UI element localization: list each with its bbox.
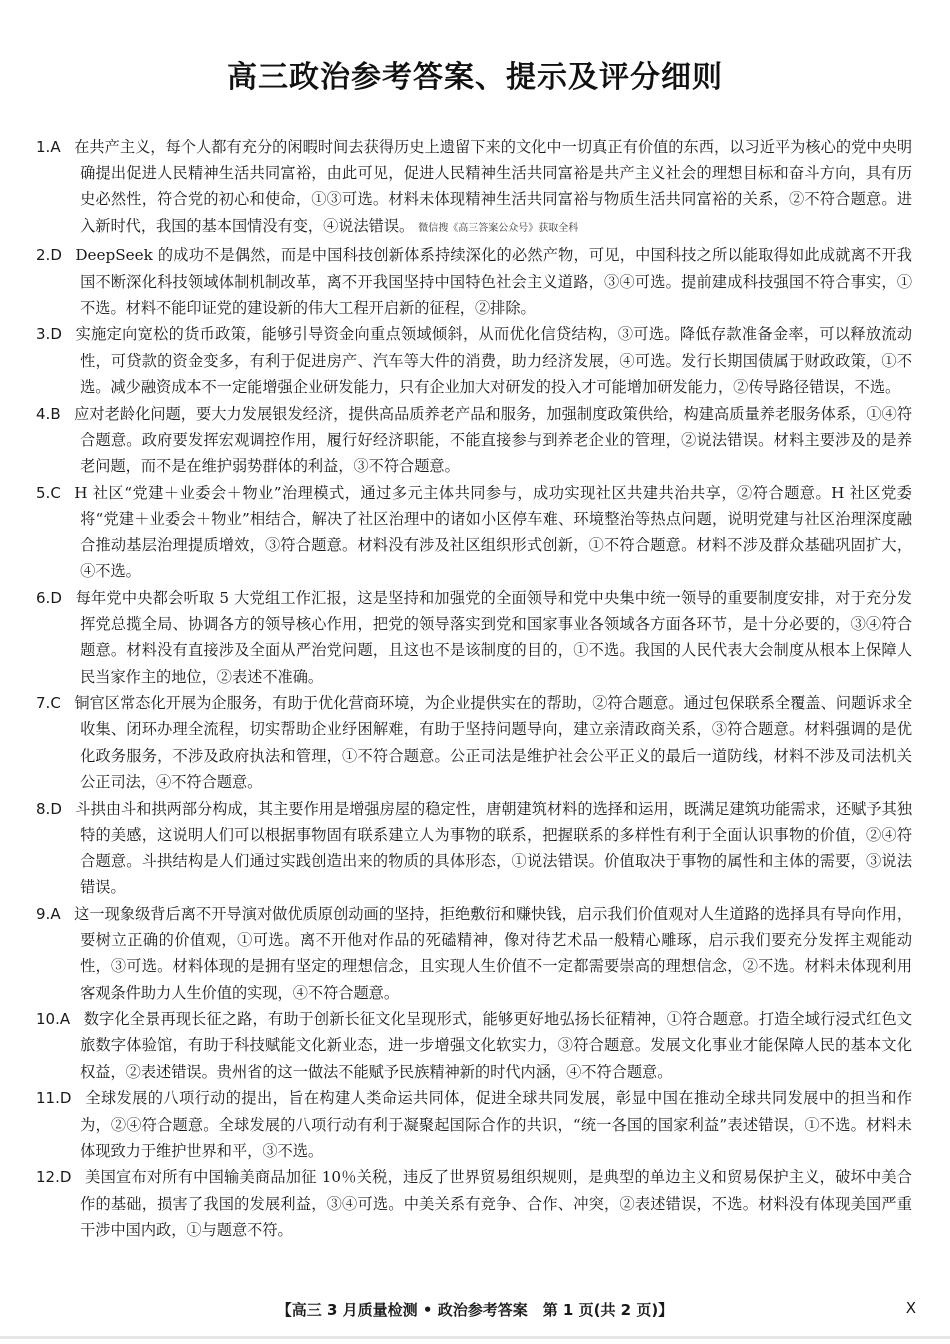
- answer-choice: A: [59, 1010, 71, 1029]
- answer-choice: B: [50, 404, 61, 423]
- answer-explanation: 在共产主义，每个人都有充分的闲暇时间去获得历史上遗留下来的文化中一切真正有价值的东西，以习近平为核心的党中央明确提出促进人民精神生活共同富裕，由此可见，促进人民精神生活共同富裕是共产主义社会的理想目标和奋斗方向，具有历史必然性，符合党的初心和使命，①③可选。材料未体现精神生活共同富裕与物质生活共同富裕的关系，②不符合题意。进入新时代，我国的基本国情没有变，④说法错误。: [74, 138, 912, 235]
- answer-item: [36, 480, 912, 585]
- answer-number: 9.: [36, 904, 51, 923]
- answer-number: 7.: [36, 694, 51, 713]
- page-footer: 【高三 3 月质量检测 • 政治参考答案 第 1 页(共 2 页)】: [276, 1301, 674, 1319]
- answer-item: [36, 321, 912, 400]
- answer-number: 4.: [36, 404, 51, 423]
- answer-choice: A: [50, 904, 61, 923]
- answer-explanation: 铜官区常态化开展为企服务，有助于优化营商环境，为企业提供实在的帮助，②符合题意。通过包保联系全覆盖、问题诉求全收集、闭环办理全流程，切实帮助企业纾困解难，有助于坚持问题导向，建立亲清政商关系，③符合题意。材料强调的是优化政务服务，不涉及政府执法和管理，①不符合题意。公正司法是维护社会公平正义的最后一道防线，材料不涉及司法机关公正司法，④不符合题意。: [74, 694, 912, 791]
- watermark-note: 微信搜《高三答案公众号》获取全科: [418, 222, 579, 234]
- answer-explanation: 美国宣布对所有中国输美商品加征 10％关税，违反了世界贸易组织规则，是典型的单边主义和贸易保护主义，破坏中美合作的基础，损害了我国的发展利益，③④可选。中美关系有竞争、合作、冲突，②表述错误，不选。材料没有体现美国严重干涉中国内政，①与题意不符。: [80, 1168, 912, 1239]
- answer-number: 1.: [36, 138, 51, 156]
- answer-number: 11.: [36, 1089, 60, 1108]
- answer-number: 12.: [36, 1168, 60, 1187]
- answer-explanation: 斗拱由斗和拱两部分构成，其主要作用是增强房屋的稳定性，唐朝建筑材料的选择和运用，既满足建筑功能需求，还赋予其独特的美感，这说明人们可以根据事物固有联系建立人为事物的联系，把握联系的多样性有利于全面认识事物的价值，②④符合题意。斗拱结构是人们通过实践创造出来的物质的具体形态，①说法错误。价值取决于事物的属性和主体的需要，③说法错误。: [75, 799, 912, 897]
- bottom-divider: [0, 1336, 950, 1339]
- answer-item: [36, 1085, 912, 1164]
- answer-explanation: 实施定向宽松的货币政策，能够引导资金向重点领域倾斜，从而优化信贷结构，③可选。降低存款准备金率，可以释放流动性，可贷款的资金变多，有利于促进房产、汽车等大件的消费，助力经济发展，④可选。发行长期国债属于财政政策，①不选。减少融资成本不一定能增强企业研发能力，只有企业加大对研发的投入才可能增加研发能力，②传导路径错误，不选。: [75, 325, 912, 396]
- answer-choice: D: [50, 799, 62, 818]
- answer-item: [36, 401, 912, 480]
- answer-item: [36, 1164, 912, 1243]
- answer-choice: C: [50, 694, 61, 713]
- answer-choice: A: [50, 138, 61, 156]
- answer-item: [36, 901, 912, 1006]
- answer-choice: D: [50, 246, 62, 265]
- answer-number: 3.: [36, 325, 51, 344]
- answer-number: 5.: [36, 483, 51, 502]
- answer-explanation: 每年党中央都会听取 5 大党组工作汇报，这是坚持和加强党的全面领导和党中央集中统一领导的重要制度安排，对于充分发挥党总揽全局、协调各方的领导核心作用，把党的领导落实到党和国家事业各领域各方面各环节，是十分必要的，③④符合题意。材料没有直接涉及全面从严治党问题，且这也不是该制度的目的，①不选。我国的人民代表大会制度从根本上保障人民当家作主的地位，②表述不准确。: [75, 588, 912, 686]
- answer-choice: D: [59, 1168, 72, 1187]
- answer-choice: D: [59, 1089, 72, 1108]
- answer-explanation: 数字化全景再现长征之路，有助于创新长征文化呈现形式，能够更好地弘扬长征精神，①符合题意。打造全域行浸式红色文旅数字体验馆，有助于科技赋能文化新业态，进一步增强文化软实力，③符合题意。发展文化事业才能保障人民的基本文化权益，②表述错误。贵州省的这一做法不能赋予民族精神新的时代内涵，④不符合题意。: [80, 1010, 912, 1081]
- answer-choice: D: [50, 325, 62, 344]
- answer-item: [36, 585, 912, 690]
- answer-explanation: 这一现象级背后离不开导演对做优质原创动画的坚持，拒绝敷衍和赚快钱，启示我们价值观对人生道路的选择具有导向作用，要树立正确的价值观，①可选。离不开他对作品的死磕精神，像对待艺术品一般精心雕琢，启示我们要充分发挥主观能动性，③可选。材料体现的是拥有坚定的理想信念，且实现人生价值不一定都需要崇高的理想信念，②不选。材料未体现利用客观条件助力人生价值的实现，④不符合题意。: [74, 904, 912, 1002]
- answer-number: 10.: [36, 1010, 60, 1029]
- answer-explanation: DeepSeek 的成功不是偶然，而是中国科技创新体系持续深化的必然产物，可见，中国科技之所以能取得如此成就离不开我国不断深化科技领域体制机制改革，离不开我国坚持中国特色社会主义道路，③④可选。提前建成科技强国不符合事实，①不选。材料不能印证党的建设新的伟大工程开启新的征程，②排除。: [75, 246, 912, 317]
- answer-item: [36, 690, 912, 795]
- answer-explanation: 应对老龄化问题，要大力发展银发经济，提供高品质养老产品和服务，加强制度政策供给，构建高质量养老服务体系，①④符合题意。政府要发挥宏观调控作用，履行好经济职能，不能直接参与到养老企业的管理，②说法错误。材料主要涉及的是养老问题，而不是在维护弱势群体的利益，③不符合题意。: [74, 404, 912, 475]
- answer-item: [36, 242, 912, 321]
- answer-choice: C: [50, 483, 61, 502]
- answer-item: [36, 1006, 912, 1085]
- page-title: 高三政治参考答案、提示及评分细则: [227, 60, 723, 95]
- answer-explanation: H 社区“党建＋业委会＋物业”治理模式，通过多元主体共同参与，成功实现社区共建共治共享，②符合题意。H 社区党委将“党建＋业委会＋物业”相结合，解决了社区治理中的诸如小区停车难、环境整治等热点问题，说明党建与社区治理深度融合推动基层治理提质增效，③符合题意。材料没有涉及社区组织形式创新，①不符合题意。材料不涉及群众基础巩固扩大，④不选。: [74, 483, 912, 581]
- answer-explanation: 全球发展的八项行动的提出，旨在构建人类命运共同体，促进全球共同发展，彰显中国在推动全球共同发展中的担当和作为，②④符合题意。全球发展的八项行动有利于凝聚起国际合作的共识，“统一各国的国家利益”表述错误，①不选。材料未体现致力于维护世界和平，③不选。: [80, 1089, 912, 1160]
- answer-choice: D: [50, 588, 62, 607]
- footer-code: X: [905, 1299, 916, 1317]
- answer-item: [36, 134, 912, 242]
- answer-number: 6.: [36, 588, 51, 607]
- answer-item: [36, 796, 912, 901]
- answer-number: 2.: [36, 246, 51, 265]
- answer-list: [36, 134, 912, 1244]
- answer-number: 8.: [36, 799, 51, 818]
